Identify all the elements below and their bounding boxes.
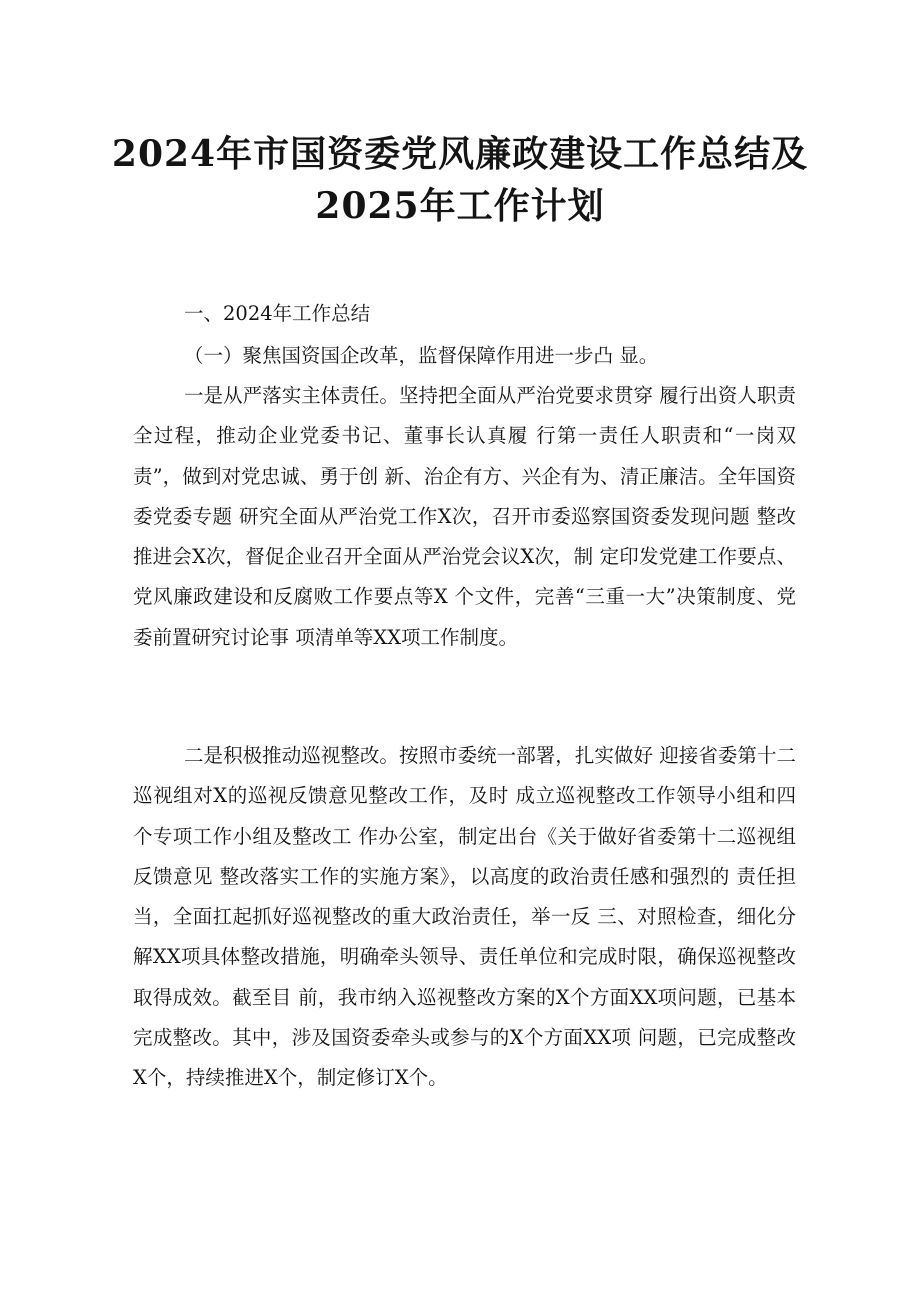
subsection-heading: （一）聚焦国资国企改革，监督保障作用进一步凸 显。 bbox=[184, 344, 659, 367]
section-heading: 一、2024年工作总结 bbox=[184, 302, 371, 325]
document-title-line-1: 2024年市国资委党风廉政建设工作总结及 bbox=[111, 133, 809, 175]
document-title-line-2: 2025年工作计划 bbox=[315, 185, 605, 227]
body-paragraph-2: 二是积极推动巡视整改。按照市委统一部署，扎实做好 迎接省委第十二巡视组对X的巡视反馈意见整改工作，及时 成立巡视整改工作领导小组和四个专项工作小组及整改工 作办公室，制定出台《关于做好省委第十二巡视组反馈意见 整改落实工作的实施方案》，以高度的政治责任感和强烈的 责任担当，全面扛起抓好巡视整改的重大政治责任，举一反 三、对照检查，细化分解XX项具体整改措施，明确牵头领导、责任单位和完成时限，确保巡视整改取得成效。截至目 前，我市纳入巡视整改方案的X个方面XX项问题，已基本 完成整改。其中，涉及国资委牵头或参与的X个方面XX项 问题，已完成整改X个，持续推进X个，制定修订X个。 bbox=[133, 744, 796, 1090]
body-paragraph-1: 一是从严落实主体责任。坚持把全面从严治党要求贯穿 履行出资人职责全过程，推动企业党委书记、董事长认真履 行第一责任人职责和“一岗双责”，做到对党忠诚、勇于创 新、治企有方、兴企有为、清正廉洁。全年国资委党委专题 研究全面从严治党工作X次，召开市委巡察国资委发现问题 整改推进会X次，督促企业召开全面从严治党会议X次，制 定印发党建工作要点、党风廉政建设和反腐败工作要点等X 个文件，完善“三重一大”决策制度、党委前置研究讨论事 项清单等XX项工作制度。 bbox=[133, 384, 796, 649]
